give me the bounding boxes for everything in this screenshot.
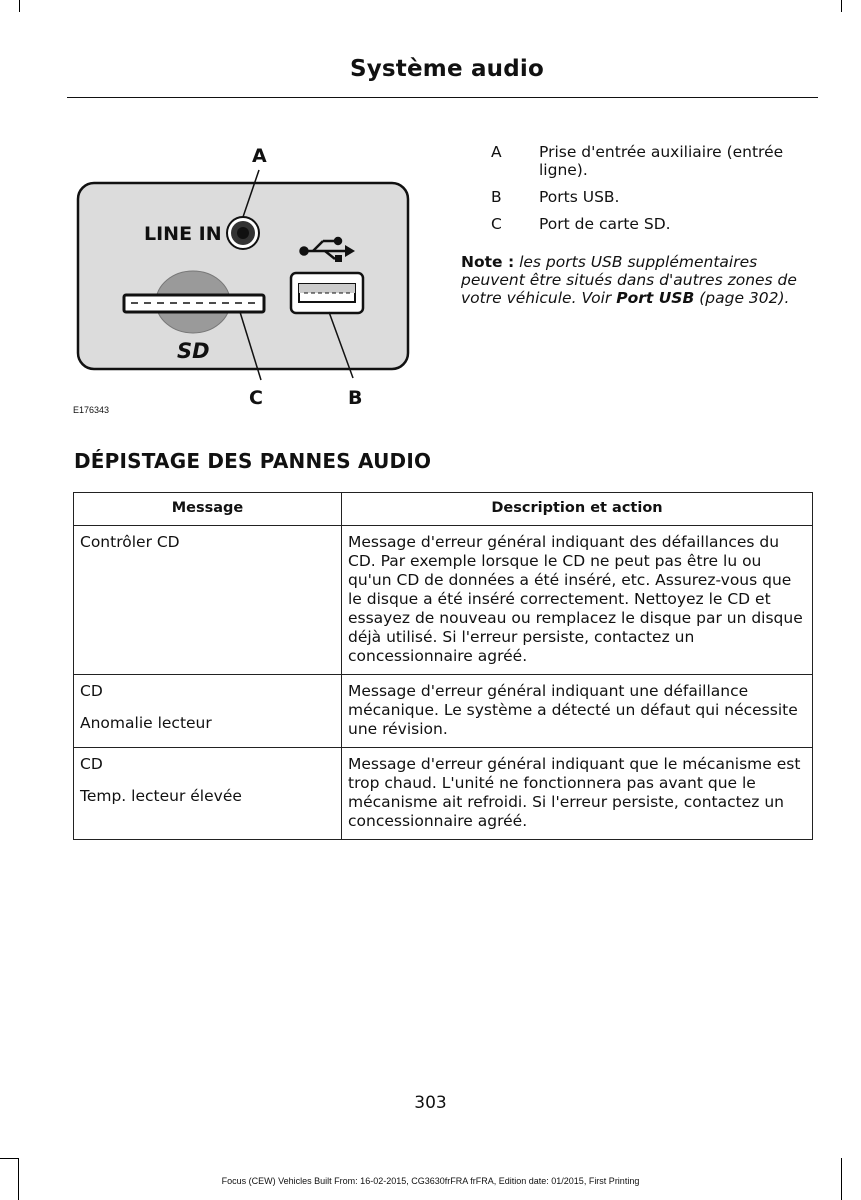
legend-text: Prise d'entrée auxiliaire (entrée ligne). xyxy=(539,143,784,179)
description-cell: Message d'erreur général indiquant des défaillances du CD. Par exemple lorsque le CD ne peut pas être lu ou qu'un CD de données a été inséré, etc. Assurez-vous que le disque a été inséré correctement. Nettoyez le CD et essayez de nouveau ou remplacez le disque par un disque déjà utilisé. Si l'erreur persiste, contactez un concessionnaire agréé. xyxy=(342,526,813,675)
legend-text: Ports USB. xyxy=(539,188,620,206)
table-row xyxy=(74,748,813,840)
message-text: Contrôler CD xyxy=(80,533,180,551)
troubleshooting-table xyxy=(73,492,813,840)
callout-a: A xyxy=(252,145,267,167)
message-cell xyxy=(74,748,342,840)
aux-jack-icon xyxy=(227,217,259,249)
usb-port-icon xyxy=(291,273,363,313)
page-title: Système audio xyxy=(349,56,544,82)
port-panel-figure xyxy=(73,140,418,420)
table-row xyxy=(74,526,813,675)
sd-label: SD xyxy=(177,339,210,363)
port-panel-illustration xyxy=(73,140,418,410)
figure-legend xyxy=(485,143,825,242)
line-in-label: LINE IN xyxy=(144,223,222,245)
section-heading: DÉPISTAGE DES PANNES AUDIO xyxy=(74,449,432,473)
note-body: les ports USB supplémentaires peuvent être situés dans d'autres zones de votre véhicule. Voir xyxy=(461,253,797,307)
port-usb-link[interactable]: Port USB xyxy=(616,289,695,307)
message-text: Temp. lecteur élevée xyxy=(80,787,242,805)
legend-text: Port de carte SD. xyxy=(539,215,671,233)
legend-item xyxy=(485,188,825,206)
legend-key: C xyxy=(491,215,502,233)
description-cell: Message d'erreur général indiquant que le mécanisme est trop chaud. L'unité ne fonctionnera pas avant que le mécanisme ait refroidi. Si l'erreur persiste, contactez un concessionnaire agréé. xyxy=(342,748,813,840)
legend-key: B xyxy=(491,188,502,206)
figure-id: E176343 xyxy=(73,405,110,415)
crop-mark-top-left xyxy=(19,0,20,12)
column-header-message: Message xyxy=(74,493,342,526)
message-text: CD xyxy=(80,755,103,773)
message-text: CD xyxy=(80,682,103,700)
crop-mark-top-right xyxy=(841,0,842,12)
description-cell: Message d'erreur général indiquant une défaillance mécanique. Le système a détecté un défaut qui nécessite une révision. xyxy=(342,675,813,748)
legend-item xyxy=(485,215,825,233)
message-cell xyxy=(74,526,342,675)
note-page-ref[interactable]: (page 302). xyxy=(699,289,790,307)
title-rule xyxy=(67,97,818,98)
note-label: Note : xyxy=(461,253,515,271)
message-cell xyxy=(74,675,342,748)
message-text: Anomalie lecteur xyxy=(80,714,212,732)
footer-text: Focus (CEW) Vehicles Built From: 16-02-2015, CG3630frFRA frFRA, Edition date: 01/2015, First Printing xyxy=(221,1176,640,1186)
callout-b: B xyxy=(348,387,363,409)
page-number: 303 xyxy=(414,1093,447,1113)
callout-c: C xyxy=(249,387,263,409)
legend-key: A xyxy=(491,143,502,161)
note xyxy=(461,253,823,307)
table-header-row xyxy=(74,493,813,526)
legend-item xyxy=(485,143,825,179)
column-header-description: Description et action xyxy=(342,493,813,526)
table-row xyxy=(74,675,813,748)
crop-mark-bottom-left xyxy=(0,1158,18,1159)
